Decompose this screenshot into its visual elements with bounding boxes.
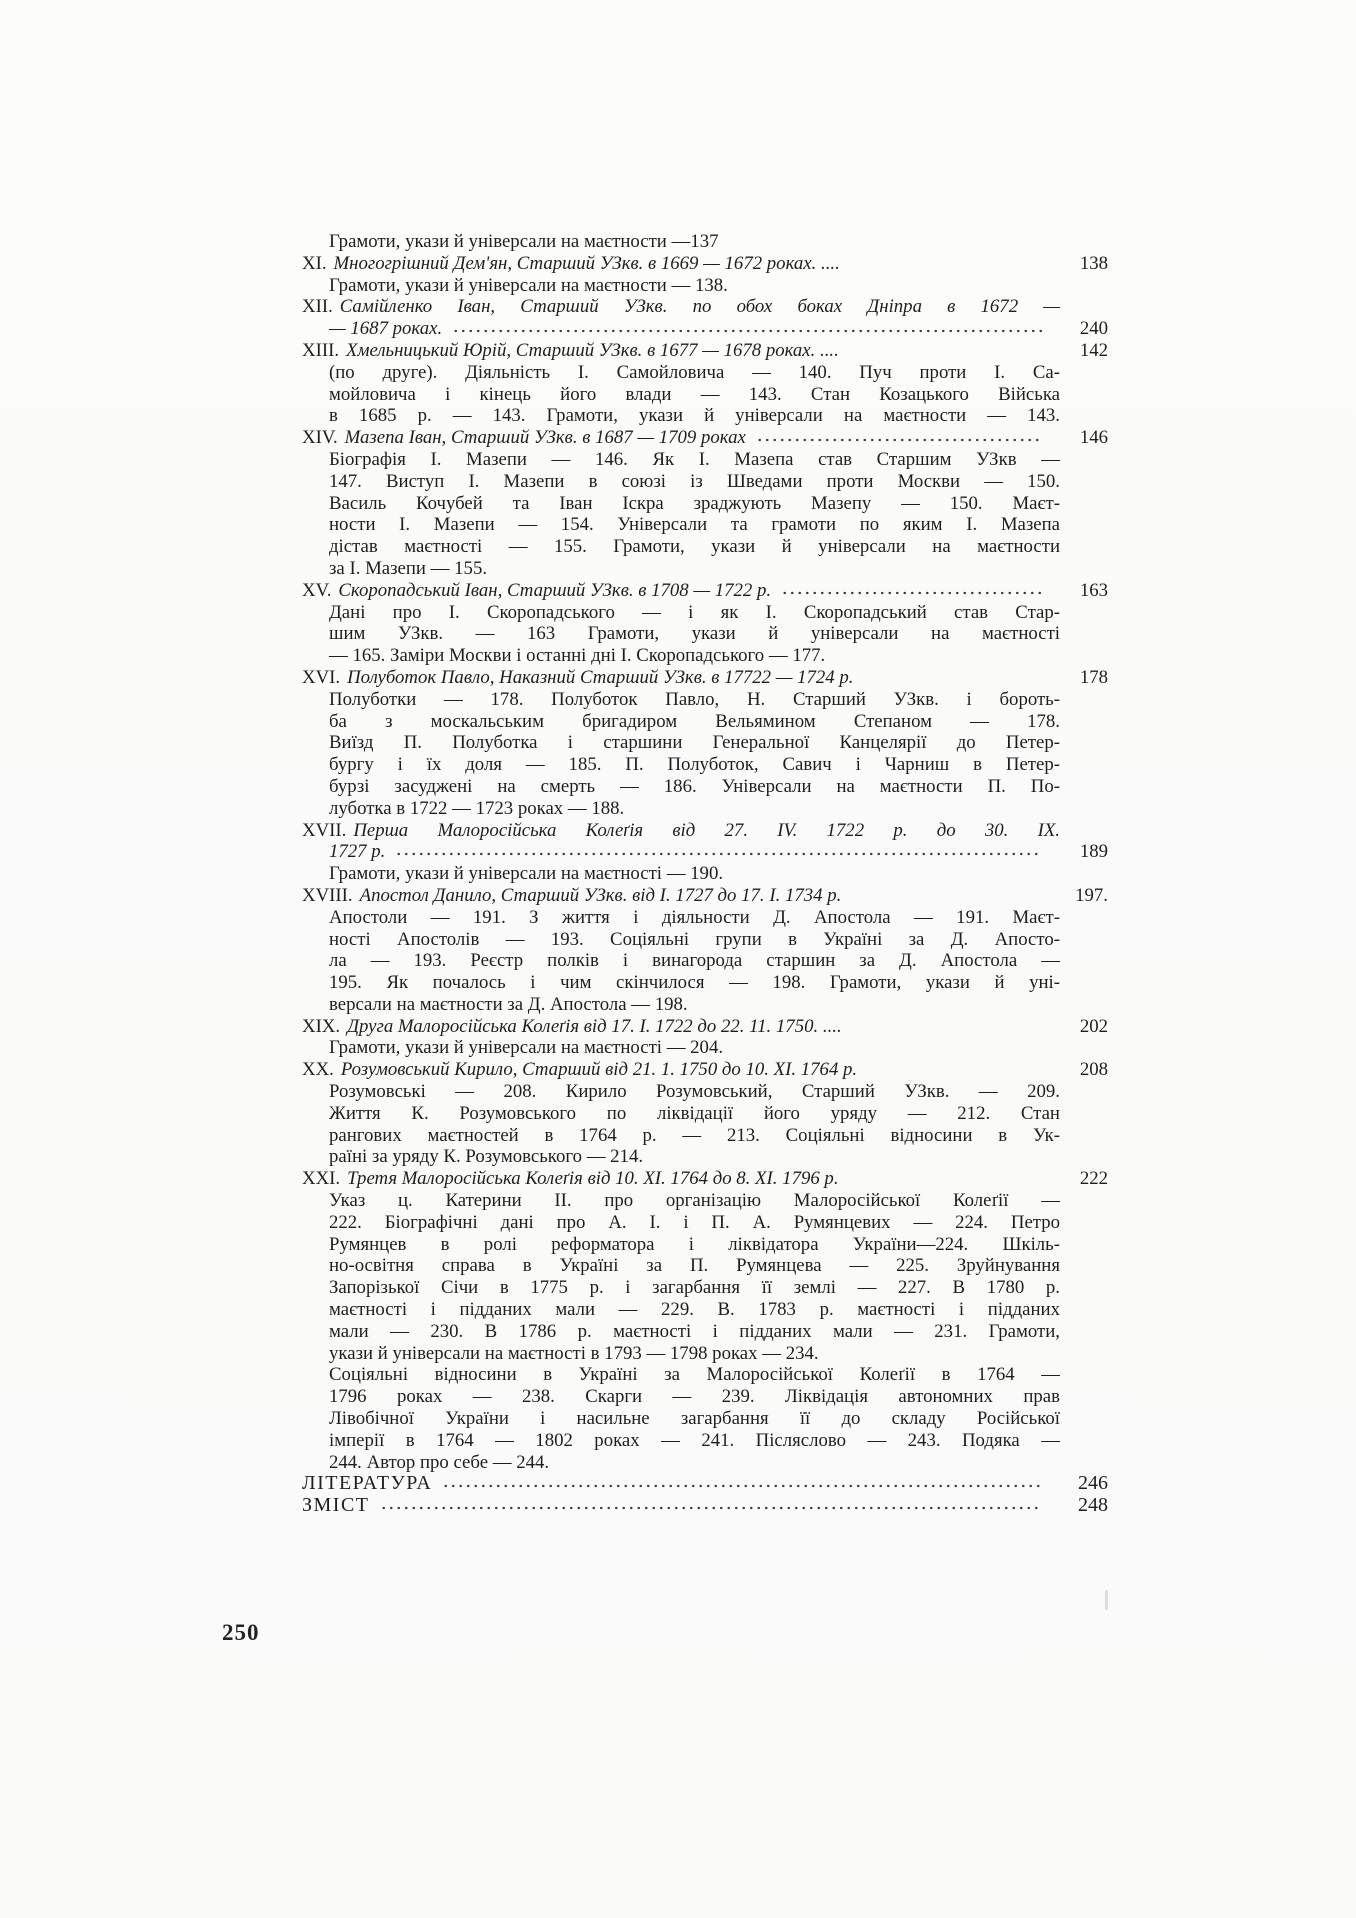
toc-line-text: за І. Мазепи — 155. xyxy=(329,557,488,579)
toc-roman-numeral: XX. xyxy=(302,1059,334,1081)
toc-page-number: 208 xyxy=(1079,1059,1108,1081)
toc-line-text: раїні за уряду К. Розумовського — 214. xyxy=(329,1146,644,1168)
toc-text-line xyxy=(302,514,1060,536)
toc-roman-numeral: XVIII. xyxy=(302,884,353,906)
toc-roman-numeral: XV. xyxy=(302,579,332,601)
toc-line-text: Апостоли — 191. З життя і діяльности Д. Апостола — 191. Маєт- xyxy=(329,906,1060,928)
toc-line-text: (по друге). Діяльність І. Самойловича — 140. Пуч проти І. Са- xyxy=(329,361,1060,383)
toc-roman-numeral: XIX. xyxy=(302,1015,341,1037)
toc-line-text: Соціяльні відносини в Україні за Малоросійської Колеґії в 1764 — xyxy=(329,1364,1060,1386)
toc-text-line xyxy=(302,1386,1060,1408)
toc-line-text: XVIII. Апостол Данило, Старший УЗкв. від I. 1727 до 17. I. 1734 р. xyxy=(302,884,842,906)
toc-entry-title-line xyxy=(302,885,1108,907)
toc-page-number: 202 xyxy=(1079,1015,1108,1037)
toc-text-line xyxy=(302,711,1060,733)
toc-text-line xyxy=(302,732,1060,754)
toc-line-text: Життя К. Розумовського по ліквідації його уряду — 212. Стан xyxy=(329,1102,1060,1124)
toc-line-text: XVI. Полуботок Павло, Наказний Старший УЗкв. в 17722 — 1724 р. xyxy=(302,666,854,688)
toc-line-text: 1727 р. xyxy=(329,841,386,863)
toc-page-number: 138 xyxy=(1079,252,1108,274)
toc-text-line xyxy=(302,1408,1060,1430)
toc-line-text: Виїзд П. Полуботка і старшини Генеральної Канцелярії до Петер- xyxy=(329,732,1060,754)
scan-artifact xyxy=(1105,1590,1108,1610)
toc-line-text: Полуботки — 178. Полуботок Павло, Н. Старший УЗкв. і бороть- xyxy=(329,688,1060,710)
toc-text-line xyxy=(302,776,1060,798)
toc-entry-title-line xyxy=(302,820,1060,842)
toc-line-text: 195. Як почалось і чим скінчилося — 198. Грамоти, укази й уні- xyxy=(329,972,1060,994)
toc-text-line xyxy=(302,231,1108,253)
toc-text-line xyxy=(302,994,1108,1016)
toc-line-text: маєтності і підданих мали — 229. В. 1783 р. маєтності і підданих xyxy=(329,1299,1060,1321)
toc-line-text: 147. Виступ І. Мазепи в союзі із Шведами проти Москви — 150. xyxy=(329,470,1060,492)
dot-leader xyxy=(452,325,1042,337)
toc-line-text: Василь Кочубей та Іван Іскра зраджують Мазепу — 150. Маєт- xyxy=(329,492,1060,514)
toc-page-number: 246 xyxy=(1078,1473,1108,1495)
toc-text-line xyxy=(302,623,1060,645)
toc-page-number: 222 xyxy=(1079,1168,1108,1190)
toc-text-line xyxy=(302,754,1060,776)
toc-text-line xyxy=(302,1452,1108,1474)
toc-roman-numeral: XIV. xyxy=(302,427,338,449)
dot-leader xyxy=(756,434,1042,446)
toc-text-line xyxy=(302,972,1060,994)
toc-line-text: ба з москальським бригадиром Вельямином Степаном — 178. xyxy=(329,710,1060,732)
toc-text-line xyxy=(302,1125,1060,1147)
toc-text-line xyxy=(302,1299,1060,1321)
toc-line-text: XXI. Третя Малоросійська Колеґія від 10. XI. 1764 до 8. XI. 1796 р. xyxy=(302,1168,839,1190)
toc-line-text: — 165. Заміри Москви і останні дні І. Скоропадського — 177. xyxy=(329,645,826,667)
toc-line-text: ности І. Мазепи — 154. Універсали та грамоти по яким І. Мазепа xyxy=(329,514,1060,536)
dot-leader xyxy=(442,1480,1042,1492)
toc-text-line xyxy=(302,950,1060,972)
toc-section-line xyxy=(302,1495,1108,1517)
toc-line-text: XV. Скоропадський Іван, Старший УЗкв. в 1708 — 1722 р. xyxy=(302,579,772,601)
toc-text-line xyxy=(302,1321,1060,1343)
toc-roman-numeral: XXI. xyxy=(302,1168,341,1190)
toc-text-line xyxy=(302,1343,1108,1365)
toc-line-text: Грамоти, укази й універсали на маєтности —137 xyxy=(329,231,719,252)
toc-text-line xyxy=(302,1212,1060,1234)
toc-line-text: Запорізької Січи в 1775 р. і загарбання її землі — 227. В 1780 р. xyxy=(329,1277,1060,1299)
toc-entry-title-continuation xyxy=(302,318,1108,340)
toc-line-text: мойловича і кінець його влади — 143. Стан Козацького Війська xyxy=(329,383,1060,405)
toc-line-text: шим УЗкв. — 163 Грамоти, укази й універсали на маєтності xyxy=(329,623,1060,645)
toc-line-text: XVII. Перша Малоросійська Колеґія від 27. IV. 1722 р. до 30. IX. xyxy=(302,819,1060,841)
toc-line-text: імперії в 1764 — 1802 роках — 241. Післяслово — 243. Подяка — xyxy=(329,1429,1060,1451)
page-number: 250 xyxy=(222,1620,260,1645)
toc-page-number: 240 xyxy=(1079,318,1108,340)
toc-text-line xyxy=(302,1255,1060,1277)
toc-line-text: Розумовські — 208. Кирило Розумовський, Старший УЗкв. — 209. xyxy=(329,1081,1060,1103)
toc-text-line xyxy=(302,798,1108,820)
toc-entry-title-line xyxy=(302,667,1108,689)
dot-leader xyxy=(781,587,1042,599)
toc-text-line xyxy=(302,362,1060,384)
toc-line-text: Грамоти, укази й універсали на маєтності — 204. xyxy=(329,1037,724,1059)
toc-text-line xyxy=(302,1037,1108,1059)
toc-line-text: бурзі засуджені на смерть — 186. Універсали на маєтности П. По- xyxy=(329,775,1060,797)
toc-line-text: Грамоти, укази й універсали на маєтності — 190. xyxy=(329,863,724,885)
toc-entry-title-line xyxy=(302,1168,1108,1190)
toc-list xyxy=(302,231,1108,1517)
toc-line-text: ності Апостолів — 193. Соціяльні групи в Україні за Д. Апосто- xyxy=(329,928,1060,950)
toc-line-text: луботка в 1722 — 1723 роках — 188. xyxy=(329,797,625,819)
toc-text-line xyxy=(302,493,1060,515)
toc-text-line xyxy=(302,1277,1060,1299)
toc-line-text: бургу і їх доля — 185. П. Полуботок, Савич і Чарниш в Петер- xyxy=(329,754,1060,776)
toc-line-text: Румянцев в ролі реформатора і ліквідатора України—224. Шкіль- xyxy=(329,1233,1060,1255)
toc-text-line xyxy=(302,471,1060,493)
toc-text-line xyxy=(302,449,1060,471)
toc-line-text: в 1685 р. — 143. Грамоти, укази й універсали на маєтности — 143. xyxy=(329,405,1060,427)
toc-line-text: Грамоти, укази й універсали на маєтности — 138. xyxy=(329,274,728,296)
toc-page-number: 197. xyxy=(1075,884,1108,906)
toc-roman-numeral: XI. xyxy=(302,252,327,274)
toc-text-line xyxy=(302,536,1060,558)
toc-roman-numeral: XII. xyxy=(302,296,333,318)
toc-line-text: XIV. Мазепа Іван, Старший УЗкв. в 1687 — 1709 роках xyxy=(302,427,746,449)
toc-line-text: Указ ц. Катерини II. про організацію Малоросійської Колеґії — xyxy=(329,1190,1060,1212)
toc-line-text: версали на маєтности за Д. Апостола — 198. xyxy=(329,993,688,1015)
toc-text-line xyxy=(302,1190,1060,1212)
toc-text-line xyxy=(302,1103,1060,1125)
toc-line-text: XIX. Друга Малоросійська Колеґія від 17. I. 1722 до 22. 11. 1750. .... xyxy=(302,1015,842,1037)
toc-entry-title-line xyxy=(302,340,1108,362)
toc-page-number: 142 xyxy=(1079,339,1108,361)
toc-text-line xyxy=(302,1234,1060,1256)
toc-page-number: 146 xyxy=(1079,427,1108,449)
toc-page-number: 163 xyxy=(1079,579,1108,601)
toc-text-line xyxy=(302,1430,1060,1452)
toc-line-text: Лівобічної України і насильне загарбання її до складу Російської xyxy=(329,1408,1060,1430)
toc-line-text: 222. Біографічні дані про А. І. і П. А. Румянцевих — 224. Петро xyxy=(329,1211,1060,1233)
toc-entry-title-continuation xyxy=(302,841,1108,863)
toc-text-line xyxy=(302,907,1060,929)
toc-text-line xyxy=(302,1146,1108,1168)
toc-line-text: ла — 193. Реєстр полків і винагорода старшин за Д. Апостола — xyxy=(329,950,1060,972)
toc-page-number: 248 xyxy=(1078,1495,1108,1517)
toc-text-line xyxy=(302,275,1108,297)
toc-line-text: 1796 роках — 238. Скарги — 239. Ліквідація автономних прав xyxy=(329,1386,1060,1408)
toc-text-line xyxy=(302,558,1108,580)
toc-line-text: укази й універсали на маєтності в 1793 — 1798 роках — 234. xyxy=(329,1342,819,1364)
toc-line-text: рангових маєтностей в 1764 р. — 213. Соціяльні відносини в Ук- xyxy=(329,1124,1060,1146)
toc-text-line xyxy=(302,863,1108,885)
toc-text-line xyxy=(302,1081,1060,1103)
toc-line-text: XX. Розумовський Кирило, Старший від 21. 1. 1750 до 10. XI. 1764 р. xyxy=(302,1059,858,1081)
toc-line-text: — 1687 роках. xyxy=(329,318,443,340)
toc-roman-numeral: XIII. xyxy=(302,339,340,361)
toc-text-line xyxy=(302,1364,1060,1386)
toc-line-text: XII. Самійленко Іван, Старший УЗкв. по обох боках Дніпра в 1672 — xyxy=(302,296,1060,318)
toc-line-text: ЗМІСТ xyxy=(302,1495,370,1517)
toc-text-line xyxy=(302,645,1108,667)
dot-leader xyxy=(380,1502,1042,1514)
toc-page-number: 189 xyxy=(1079,841,1108,863)
toc-entry-title-line xyxy=(302,1059,1108,1081)
toc-line-text: Біографія І. Мазепи — 146. Як І. Мазепа став Старшим УЗкв — xyxy=(329,448,1060,470)
toc-text-line xyxy=(302,405,1060,427)
toc-line-text: XI. Многогрішний Дем'ян, Старший УЗкв. в 1669 — 1672 роках. .... xyxy=(302,252,840,274)
toc-roman-numeral: XVI. xyxy=(302,666,341,688)
toc-entry-title-line xyxy=(302,1016,1108,1038)
toc-entry-title-line xyxy=(302,296,1060,318)
toc-section-line xyxy=(302,1473,1108,1495)
dot-leader xyxy=(395,848,1042,860)
toc-line-text: но-освітня справа в Україні за П. Румянцева — 225. Зруйнування xyxy=(329,1255,1060,1277)
toc-text-line xyxy=(302,602,1060,624)
toc-line-text: XIII. Хмельницький Юрій, Старший УЗкв. в 1677 — 1678 роках. .... xyxy=(302,339,839,361)
toc-text-line xyxy=(302,689,1060,711)
toc-text-line xyxy=(302,384,1060,406)
toc-line-text: ЛІТЕРАТУРА xyxy=(302,1473,433,1495)
toc-page-number: 178 xyxy=(1079,666,1108,688)
toc-line-text: мали — 230. В 1786 р. маєтності і підданих мали — 231. Грамоти, xyxy=(329,1320,1060,1342)
toc-line-text: Дані про І. Скоропадського — і як І. Скоропадський став Стар- xyxy=(329,601,1060,623)
toc-text-line xyxy=(302,929,1060,951)
toc-roman-numeral: XVII. xyxy=(302,819,347,841)
toc-line-text: дістав маєтності — 155. Грамоти, укази й універсали на маєтности xyxy=(329,536,1060,558)
toc-line-text: 244. Автор про себе — 244. xyxy=(329,1451,550,1473)
toc-entry-title-line xyxy=(302,580,1108,602)
toc-entry-title-line xyxy=(302,253,1108,275)
toc-entry-title-line xyxy=(302,427,1108,449)
